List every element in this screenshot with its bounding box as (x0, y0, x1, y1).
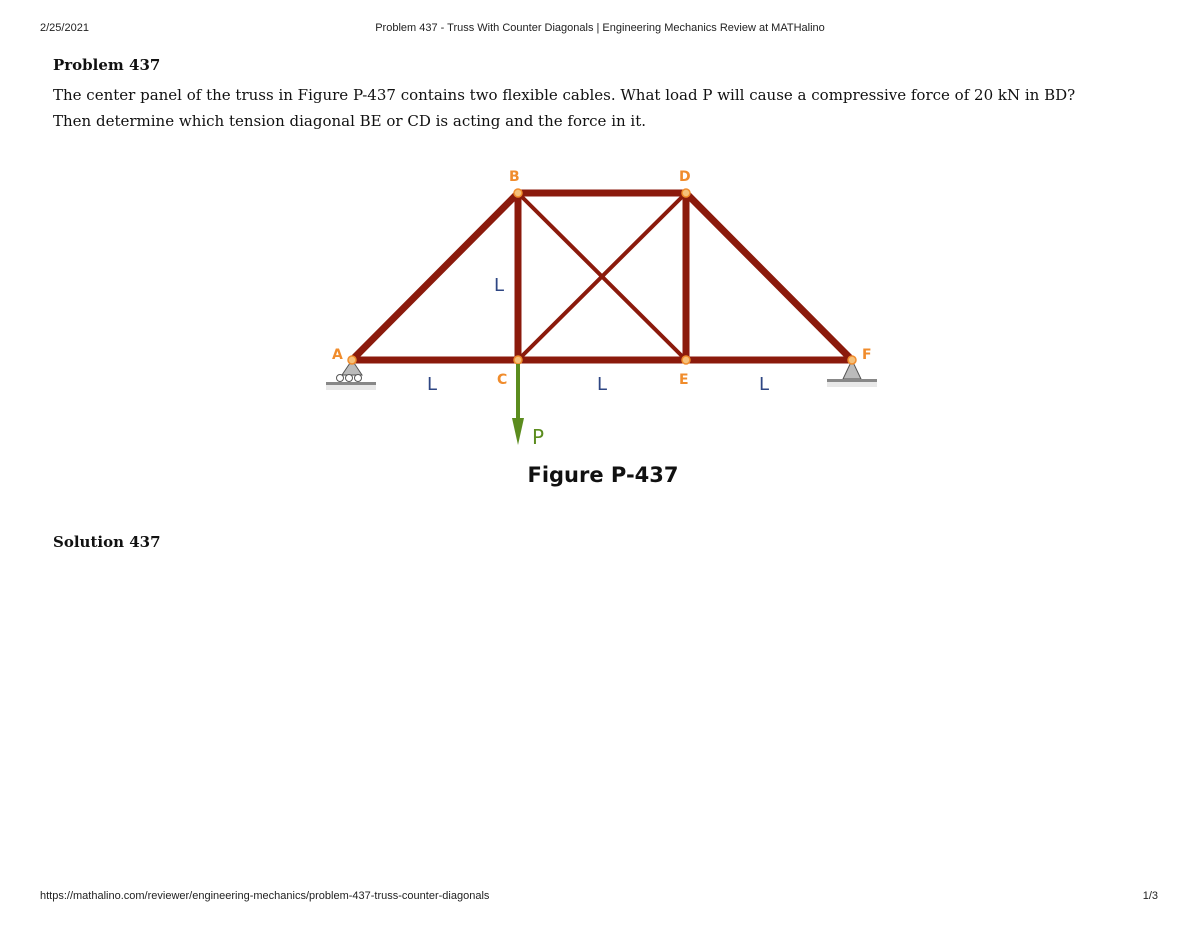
node-label-e: E (679, 372, 689, 388)
figure-caption: Figure P-437 (527, 463, 679, 487)
problem-title: Problem 437 (53, 56, 161, 74)
problem-statement: The center panel of the truss in Figure P-437 contains two flexible cables. What load P will cause a compressive force of 20 kN in BD? Then determine which tension diagonal BE or CD is acting and the force in it. (53, 86, 1076, 130)
print-page-title: Problem 437 - Truss With Counter Diagonals | Engineering Mechanics Review at MATHalino (375, 22, 825, 34)
node-label-b: B (509, 169, 520, 185)
length-label-ef: L (759, 374, 770, 395)
load-label: P (532, 425, 545, 449)
truss-members (352, 193, 852, 360)
load-arrow (512, 364, 524, 445)
joint-c (514, 356, 522, 364)
page-url[interactable]: https://mathalino.com/reviewer/engineering-mechanics/problem-437-truss-counter-diagonals (40, 890, 490, 902)
member-df (686, 193, 852, 360)
page-number: 1/3 (1142, 890, 1158, 902)
joint-f (848, 356, 856, 364)
joint-d (682, 189, 690, 197)
solution-title: Solution 437 (53, 533, 161, 551)
node-label-a: A (332, 347, 343, 363)
length-label-ac: L (427, 374, 438, 395)
length-label-ce: L (597, 374, 608, 395)
print-date: 2/25/2021 (40, 22, 89, 34)
joint-a (348, 356, 356, 364)
joint-e (682, 356, 690, 364)
node-label-f: F (862, 347, 872, 363)
node-label-d: D (679, 169, 691, 185)
joint-b (514, 189, 522, 197)
node-label-c: C (497, 372, 508, 388)
length-label-bc: L (494, 275, 505, 296)
